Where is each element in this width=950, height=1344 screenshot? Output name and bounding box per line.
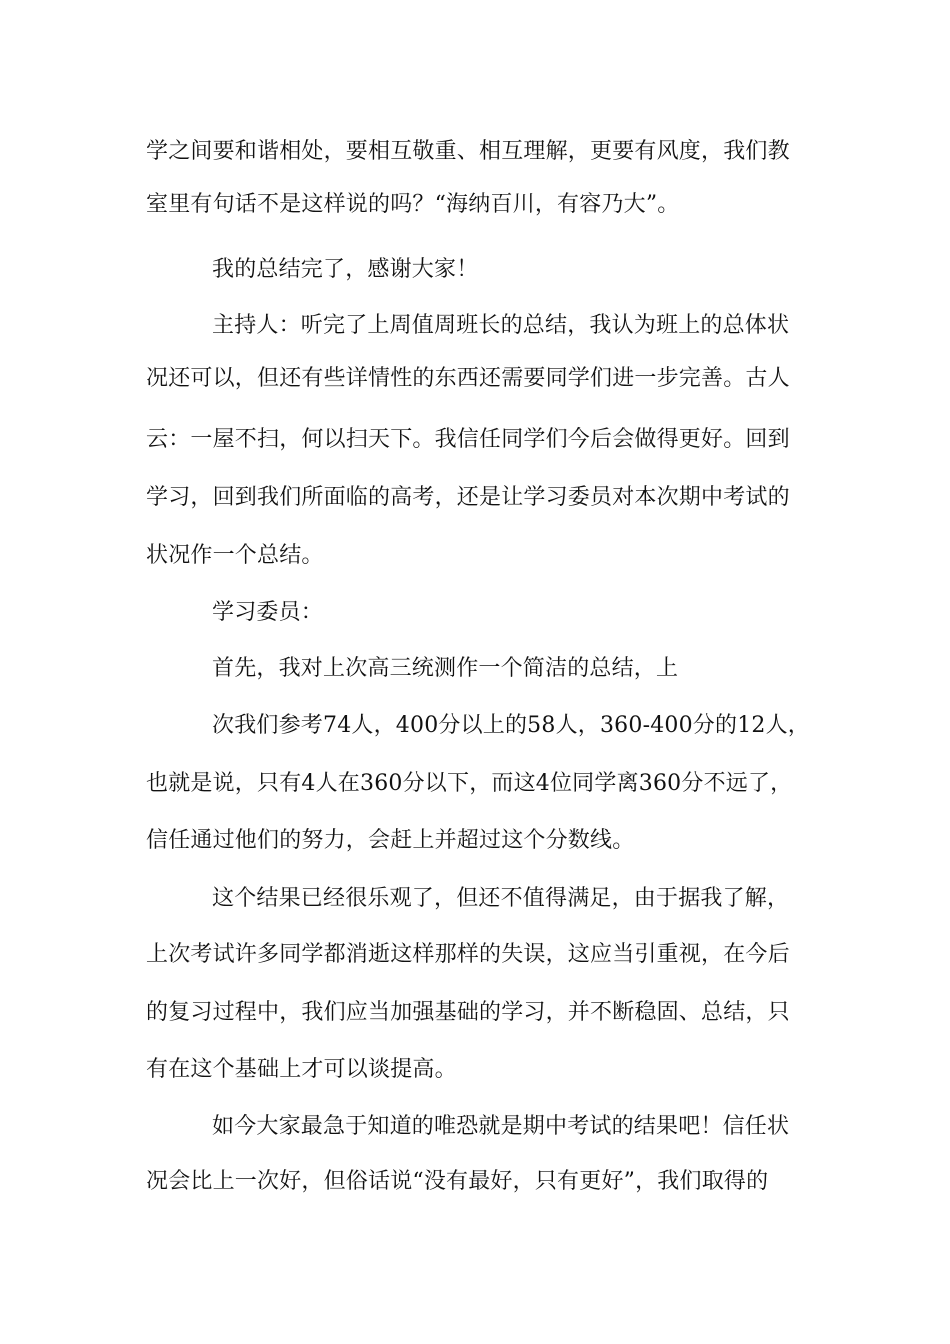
text-line: 有在这个基础上才可以谈提高。 (146, 1057, 457, 1082)
text-line: 次我们参考74人，400分以上的58人，360-400分的12人， (212, 713, 810, 738)
text-line: 学习委员： (212, 600, 324, 625)
text-line: 信任通过他们的努力，会赶上并超过这个分数线。 (146, 828, 635, 853)
text-line: 如今大家最急于知道的唯恐就是期中考试的结果吧！信任状 (212, 1114, 790, 1139)
text-line: 也就是说，只有4人在360分以下，而这4位同学离360分不远了， (146, 771, 793, 796)
text-line: 学习，回到我们所面临的高考，还是让学习委员对本次期中考试的 (146, 485, 790, 510)
text-line: 首先，我对上次高三统测作一个简洁的总结，上 (212, 656, 679, 681)
text-line: 况还可以，但还有些详情性的东西还需要同学们进一步完善。古人 (146, 366, 790, 391)
text-line: 上次考试许多同学都消逝这样那样的失误，这应当引重视，在今后 (146, 942, 790, 967)
text-line: 这个结果已经很乐观了，但还不值得满足，由于据我了解， (212, 886, 790, 911)
text-line: 我的总结完了，感谢大家！ (212, 257, 479, 282)
text-line: 状况作一个总结。 (146, 543, 324, 568)
text-line: 室里有句话不是这样说的吗？“海纳百川，有容乃大”。 (146, 192, 680, 217)
text-line: 主持人：听完了上周值周班长的总结，我认为班上的总体状 (212, 313, 790, 338)
text-line: 学之间要和谐相处，要相互敬重、相互理解，更要有风度，我们教 (146, 139, 790, 164)
text-line: 云：一屋不扫，何以扫天下。我信任同学们今后会做得更好。回到 (146, 427, 790, 452)
text-line: 的复习过程中，我们应当加强基础的学习，并不断稳固、总结，只 (146, 1000, 790, 1025)
text-line: 况会比上一次好，但俗话说“没有最好，只有更好”，我们取得的 (146, 1169, 769, 1194)
